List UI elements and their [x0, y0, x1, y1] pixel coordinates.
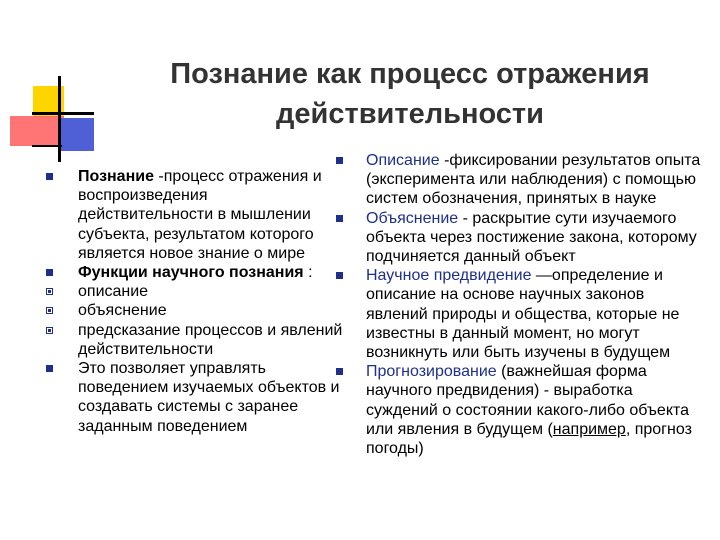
list-item [336, 362, 706, 458]
list-item [46, 359, 346, 436]
hollow-square-bullet-icon [46, 288, 53, 295]
term: Объяснение [366, 209, 459, 227]
decor-horizontal-line [32, 112, 94, 115]
term: Описание [366, 152, 440, 169]
sub-item-text: предсказание процессов и явлений действительности [78, 321, 343, 358]
slide-title: Познание как процесс отражения действительности [170, 58, 650, 130]
list-item [336, 151, 706, 209]
decor-blue-square [60, 118, 94, 151]
definition: : [303, 264, 313, 282]
square-bullet-icon [336, 272, 343, 279]
square-bullet-icon [336, 368, 343, 375]
item-text: Это позволяет управлять поведением изучаемых объектов и создавать системы с заранее заданным поведением [78, 360, 340, 435]
definition: -фиксировании результатов опыта (эксперимента или наблюдения) с помощью систем обозначения, принятых в науке [366, 152, 701, 208]
left-column [46, 167, 346, 436]
sub-list-item [46, 301, 346, 320]
square-bullet-icon [46, 173, 53, 180]
definition: - раскрытие сути изучаемого объекта через постижение закона, которому подчиняется данный объект [366, 209, 697, 266]
right-column [336, 151, 706, 458]
term: Прогнозирование [366, 363, 497, 381]
square-bullet-icon [46, 269, 53, 276]
definition-end: , прогноз погоды) [366, 420, 692, 458]
definition: (важнейшая форма научного предвидения) - выработка суждений о состоянии какого-либо объекта или явления в будущем ( [366, 363, 690, 438]
square-bullet-icon [336, 215, 343, 222]
square-bullet-icon [336, 157, 343, 164]
example-link[interactable]: например [552, 420, 626, 438]
list-item [46, 263, 346, 282]
square-bullet-icon [46, 365, 53, 372]
sub-item-text: объяснение [78, 302, 167, 320]
sub-list-item [46, 282, 346, 301]
hollow-square-bullet-icon [46, 307, 53, 314]
list-item [336, 266, 706, 362]
hollow-square-bullet-icon [46, 327, 53, 334]
term: Познание [78, 168, 154, 185]
list-item [46, 167, 346, 263]
decor-vertical-line [58, 76, 61, 162]
decor-horizontal-line-lower [32, 145, 62, 147]
definition: —определение и описание на основе научных законов явлений природы и общества, которые не известны в данный момент, но могут возникнуть или быть изучены в будущем [366, 267, 680, 362]
sub-item-text: описание [78, 283, 149, 301]
decor-red-rectangle [10, 116, 64, 146]
definition: -процесс отражения и воспроизведения действительности в мышлении субъекта, результатом которого является новое знание о мире [78, 168, 322, 262]
sub-list-item [46, 321, 346, 359]
list-item [336, 209, 706, 267]
term: Научное предвидение [366, 267, 532, 285]
term: Функции научного познания [78, 264, 304, 282]
